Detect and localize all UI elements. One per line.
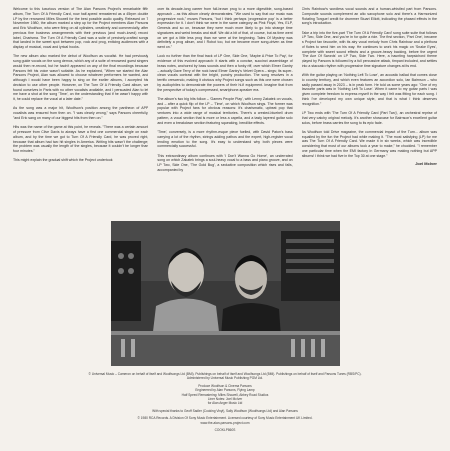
credit-line: With special thanks to Geoff Sadler (Cooking Vinyl), Sally Woolfson (Woolfsongs Ltd) and Alan Parsons: [152, 408, 298, 413]
paragraph: As Woolfson told Drive magazine, the commercial impact of the Turn... album was equalled by the fun the Project had while making it. "The most satisfying (LP) for me was The Turn Of A Friendly Card. We made it in six weeks, which was incredible considering that most of our albums took a year to make," he chuckled. "I remember one particular time when the EMI factory in Germany was making nothing but APP albums! I think we had five in the Top 30 at one stage.": [301, 129, 437, 158]
article-column-1: [13, 7, 148, 217]
credit-line: Half Speed Remastering: Miles Showell, Abbey Road Studios: [181, 392, 269, 397]
credit-line: Administered by Universal Music Publishing PGM Ltd.: [186, 376, 264, 381]
article-column-3: [302, 7, 437, 217]
paragraph: Look no further than the final track of LP One, Side One, 'Maybe A Price To Pay', for evidence of this evolved approach: it starts with a concise, succinct assemblage of brass notes, anchored by bass sounds and then a funky riff, over which Elmer Gantry – actually Dave Terry of the rock band Elmer Gantry's Velvet Opera – sings; its super-clean vocals contrast with the bright, punchy production. The song resolves in a terrific crescendo, making it obvious why Project songs such as this one were chosen by audiophiles to demonstrate the powers of their hi-fi equipment. Imagine that from the perspective of today's compressed, smartphone-speaker era.: [157, 54, 293, 92]
credit-line: © 1980 RCA Records. A Division Of Sony Music Entertainment. Licensed courtesy of Sony Music Entertainment UK Limited.: [137, 416, 313, 421]
author-signature: Joel McIver: [415, 160, 437, 166]
paragraph: The album's two big hits follow – 'Games People Play', with Lenny Zakatek on vocals, and – after a quick flip of the LP – 'Time', on which Woolfson sings. The former was popular with Project fans for obvious reasons: it's charismatic, upbeat pop that ventures into a wide range of musical territories. There's a crested-bluebell drum pattern, a vocal section that is more or less a capella, and a tasty layered guitar solo and even a breakdown section featuring squeaking, bendlike effects.: [157, 96, 293, 125]
article-columns: [13, 7, 437, 217]
credit-line: Liner Notes: Joel McIver: [207, 397, 243, 402]
paragraph: This extraordinary album continues with 'I Don't Wanna Go Home', an underrated song on which Zakatek brings a soul-heavy vocal to a bass and piano groove, and on LP Two, Side One, 'The Gold Bug', a seductive composition which rises and falls, accompanied by: [157, 153, 293, 172]
paragraph: As the song was a major hit, Woolfson's position among the pantheon of APP vocalists was ensured from then on. "I was clearly wrong," says Parsons cheerfully, "and Eric sang on many of our biggest hits from then on.": [13, 106, 149, 120]
paragraph: This might explain the gradual shift which the Project undertook: [13, 158, 113, 163]
catalogue-number: COOKLP860S: [214, 428, 236, 433]
paragraph: LP Two ends with 'The Turn Of A Friendly Card (Part Two)', an orchestral reprise of that very catchy original melody. It's another showcase for Bairnson's excellent guitar solos, before brass carries the song to its epic fade.: [301, 111, 437, 125]
studio-photo-image: [111, 221, 340, 366]
paragraph: over its decade-long career from full-brown prog to a more digestible, song-based approach – as this album clearly demonstrates. "We used to say that our music was progressive rock," muses Parsons, "but I think perhaps 'progressive pop' is a better expression for it. I don't think we were in the same category as Pink Floyd, Yes, ELP, Genesis and so on, because they were much more likely to go into strange time signatures and weird breaks and stuff. We did a bit of that, of course, but as time went on we got a little less prog than we were at the beginning. Tales Of Mystery was definitely a prog album, and I Robot too, but we became more song-driven as time went on.": [157, 7, 293, 49]
credit-line: Engineered by Alan Parsons, Flying Lamp: [195, 388, 255, 393]
credit-line: www.the-alan-parsons-project.com: [200, 420, 250, 425]
paragraph: 'Time', conversely, is a more rhythm-esque piece fuelled, with David Paton's bass carrying a lot of the rhythm, strings adding pathos and the expert, high-register vocal lending emotion to the song. It's easy to understand why both pieces were commercially successful.: [157, 130, 293, 149]
article-column-2: [157, 7, 292, 217]
band-photo: [111, 221, 340, 366]
paragraph: With the guitar playing on 'Nothing Left To Lose', an acoustic ballad that comes close to country territory, and which even features an accordion solo, Ian Bairnson – who sadly passed away in 2023 – is in peak form. He told us some years ago: "One of my favourite parts was in 'Nothing Left To Lose'. When it came to my guitar parts I was given complete freedom to express myself in the way I felt was fitting for each song. I think I've developed my own unique style, and that is what I think deserves recognition.": [301, 73, 437, 106]
credits-block: [60, 372, 390, 432]
paragraph: Hits was the name of the game at this point, he reveals. "There was a certain amount of pressure from Clive Davis to always have a first one commercial single on each album, and by the time we got to Turn Of A Friendly Card, he was proved right, because that album had two hit singles in America. Writing hits wasn't the challenge; the problem was usually the length of the singles, because it couldn't be longer than four minutes.": [13, 125, 149, 154]
credit-line: for Alan Anger Music Ltd: [207, 401, 243, 406]
credit-line: © Universal Music – Cameron on behalf of itself and Woolfsongs Ltd (BMI). Publishings on behalf of itself and Woolfsongs Ltd (BMI). Publishings on behalf of itself and Parsons Tunes (RBS/PC).: [88, 372, 362, 376]
paragraph: Chris Rainbow's wordless vocal sounds and a human-whistled part from Parsons. Composite sounds complement an alto saxophone solo and there's a Harmonized Rotating Tongue! credit for drummer Stuart Elliott, indicating the phased effects in the song's introduction.: [301, 7, 437, 26]
paragraph: Welcome to this luxurious version of The Alan Parsons Project's remarkable fifth album, The Turn Of A Friendly Card, now half-speed remastered as a 45rpm double LP by the renowned Miles Showell for the best possible audio quality. Released on 7 November 1980, the album marked a step up for the Project members Alan Parsons and Eric Woolfson, who were firing on all cylinders, creatively and commercially, after previous fine business arrangements with their previous (and much-loved) record label, Charisma. The Turn Of A Friendly Card was a suite of precisely-crafted songs that landed in the sweet spot between pop, rock and prog, enticing audiences with a display of musical, vocal and lyrical hooks.: [13, 7, 149, 49]
paragraph: The new album also marked the debut of Woolfson as vocalist. He had previously sung guide vocals on the song demos, which any of a suite of renowned guest singers would then re-record, but he hadn't appeared on any of the final recordings because Parsons felt his voice wasn't suitable. As he explained, "When we started the Alan Parsons Project, Alan was allowed to choose whatever performers he wanted, and although I would have been happy to sing on the earlier albums, I accepted his decision to use other people. However, on The Turn Of A Friendly Card album, we found ourselves in Paris with no other vocalists available, and I persuaded Alan to let me have a shot at the song 'Time', on the understanding that if he wasn't happy with it, he could replace the vocal at a later date.": [13, 54, 149, 102]
credit-line: Produce Woolfson & Cinema Parsons: [198, 383, 252, 388]
paragraph: Take a trip into the five-part 'The Turn Of A Friendly Card' song suite suite that follows LP Two, Side One, and you're in for quite a ride. The first section, 'Part One', became a Project fan favourite, with its airy vocal melody from Chris Rainbow and a plethora of flutes to send him on his way. He continues to work his magic on 'Snake Eyes', complete with sweet sound effects and a groove-heavy backing, before the urgent 'The Ace Of Swords' on LP Two, Side Two. Here, a haunting harpsichord theme played by Parsons is followed by a full percussive attack, timpani included, and settles into a staccato rhythm with progressive time signature changes at its end.: [301, 30, 437, 68]
